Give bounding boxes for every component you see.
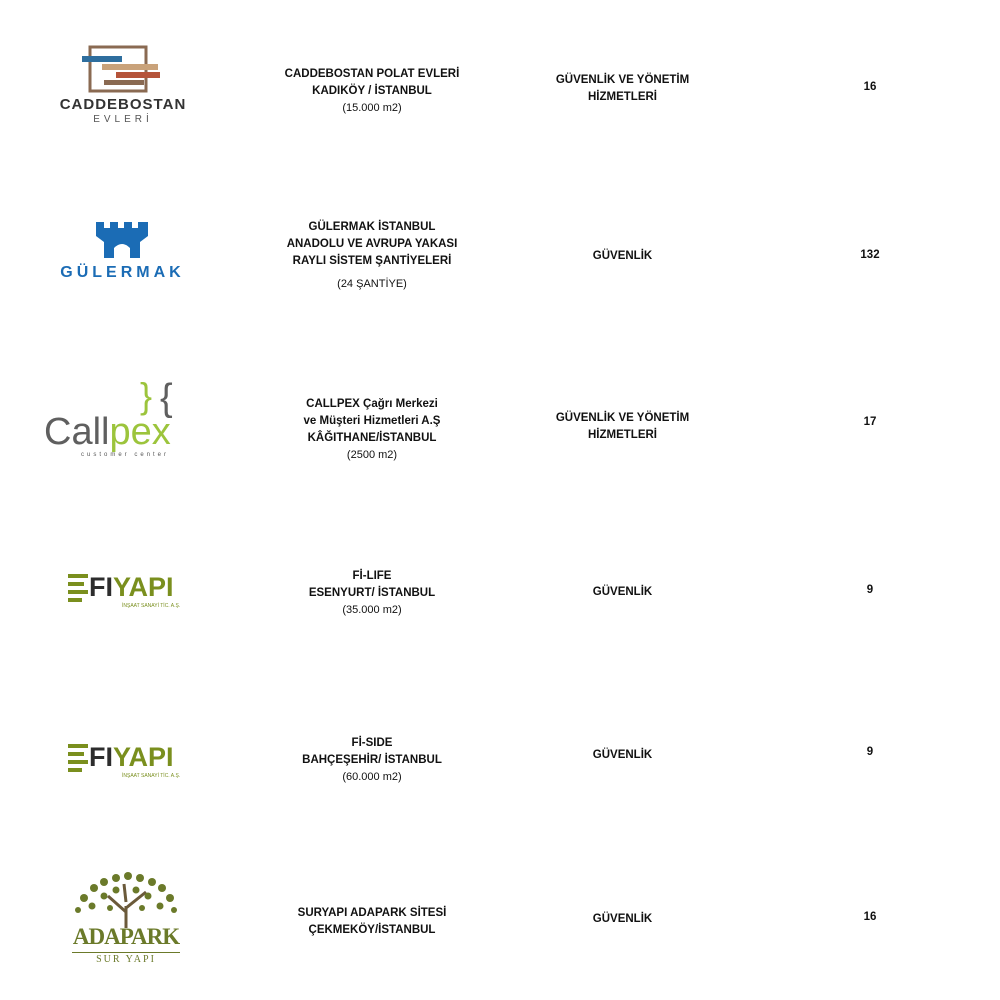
fiyapi-sub: İNŞAAT SANAYİ TİC. A.Ş. <box>122 603 181 609</box>
project-line: SURYAPI ADAPARK SİTESİ <box>297 907 447 919</box>
staff-count: 16 <box>863 81 877 93</box>
adapark-wordmark-ada: ADA <box>72 924 120 949</box>
project-line: ANADOLU VE AVRUPA YAKASI <box>286 238 458 250</box>
project-area: (35.000 m2) <box>342 604 402 616</box>
callpex-sub: customer center <box>80 452 170 458</box>
adapark-logo <box>64 872 188 966</box>
fiyapi-stripes-icon <box>68 574 88 602</box>
fiyapi-sub: İNŞAAT SANAYİ TİC. A.Ş. <box>122 773 181 779</box>
service-line: GÜVENLİK <box>592 250 653 262</box>
adapark-tree-icon <box>64 872 188 928</box>
staff-count: 17 <box>863 416 877 428</box>
callpex-logo <box>44 374 204 464</box>
gulermak-castle-icon <box>50 218 195 262</box>
project-area: (24 ŞANTİYE) <box>337 278 407 290</box>
project-cell <box>272 905 472 939</box>
staff-count: 9 <box>866 584 874 596</box>
project-cell <box>272 396 472 464</box>
staff-count: 9 <box>866 746 874 758</box>
fiyapi-wordmark-yapi: YAPI <box>113 572 174 602</box>
caddebostan-wordmark: CADDEBOSTAN <box>59 96 187 113</box>
fiyapi-wordmark <box>89 742 174 773</box>
fiyapi-stripes-icon <box>68 744 88 772</box>
project-line: KÂĞITHANE/İSTANBUL <box>307 432 437 444</box>
project-line: CALLPEX Çağrı Merkezi <box>306 398 438 410</box>
fiyapi-wordmark <box>89 572 174 603</box>
fiyapi-wordmark-fi: FI <box>89 572 113 602</box>
fiyapi-wordmark-fi: FI <box>89 742 113 772</box>
project-line: KADIKÖY / İSTANBUL <box>312 85 432 97</box>
adapark-sub: SUR YAPI <box>96 954 156 965</box>
adapark-divider <box>72 952 180 953</box>
gulermak-logo <box>50 218 195 286</box>
fiyapi-logo <box>68 742 180 782</box>
project-line: Fİ-SIDE <box>351 737 393 749</box>
service-cell <box>530 911 715 928</box>
project-area: (2500 m2) <box>346 449 398 461</box>
service-cell <box>530 410 715 444</box>
project-cell <box>272 735 472 786</box>
service-line: GÜVENLİK <box>592 749 653 761</box>
svg-text:}: } <box>140 375 153 416</box>
project-area: (60.000 m2) <box>342 771 402 783</box>
project-line: GÜLERMAK İSTANBUL <box>308 221 436 233</box>
project-area: (15.000 m2) <box>342 102 402 114</box>
fiyapi-wordmark-yapi: YAPI <box>113 742 174 772</box>
project-line: ESENYURT/ İSTANBUL <box>308 587 436 599</box>
service-line: HİZMETLERİ <box>588 91 657 103</box>
callpex-wordmark-pex: pex <box>109 411 171 453</box>
service-line: GÜVENLİK VE YÖNETİM <box>555 412 690 424</box>
service-line: GÜVENLİK <box>592 586 653 598</box>
adapark-wordmark-park: PARK <box>119 924 180 949</box>
fiyapi-logo <box>68 572 180 612</box>
service-line: HİZMETLERİ <box>588 429 657 441</box>
project-cell <box>272 66 472 117</box>
project-line: Fİ-LIFE <box>352 570 392 582</box>
caddebostan-sub: EVLERİ <box>93 114 153 125</box>
callpex-wordmark <box>44 412 204 452</box>
project-line: RAYLI SİSTEM ŞANTİYELERİ <box>292 255 452 267</box>
service-line: GÜVENLİK <box>592 913 653 925</box>
adapark-wordmark <box>64 924 188 950</box>
project-line: ÇEKMEKÖY/İSTANBUL <box>308 924 436 936</box>
service-cell <box>530 72 715 106</box>
project-cell <box>272 219 472 293</box>
project-line: CADDEBOSTAN POLAT EVLERİ <box>284 68 460 80</box>
staff-count: 16 <box>863 911 877 923</box>
project-cell <box>272 568 472 619</box>
svg-text:{: { <box>160 377 173 418</box>
callpex-wordmark-call: Call <box>44 411 110 453</box>
service-cell <box>530 248 715 265</box>
service-line: GÜVENLİK VE YÖNETİM <box>555 74 690 86</box>
gulermak-wordmark: GÜLERMAK <box>60 264 185 281</box>
project-line: BAHÇEŞEHİR/ İSTANBUL <box>302 754 442 766</box>
service-cell <box>530 747 715 764</box>
service-cell <box>530 584 715 601</box>
staff-count: 132 <box>860 249 880 261</box>
caddebostan-logo <box>38 44 208 129</box>
project-line: ve Müşteri Hizmetleri A.Ş <box>303 415 441 427</box>
